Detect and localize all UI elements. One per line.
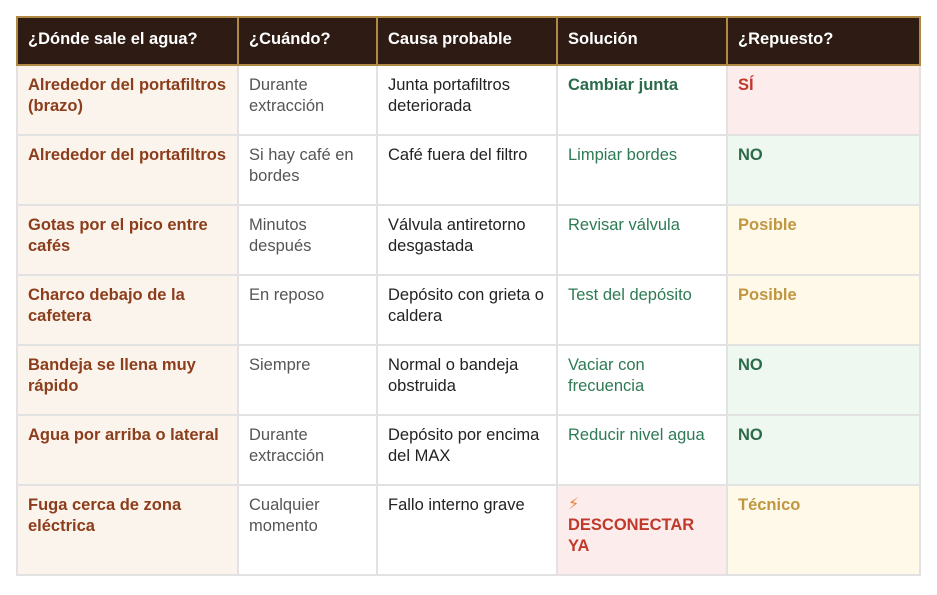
cell-when: Minutos después	[238, 205, 377, 275]
table-row	[17, 345, 920, 415]
cell-spare: Posible	[727, 205, 920, 275]
cell-when: Durante extracción	[238, 65, 377, 135]
cell-spare: Posible	[727, 275, 920, 345]
cell-when: En reposo	[238, 275, 377, 345]
cell-spare: NO	[727, 415, 920, 485]
cell-cause: Válvula antiretorno desgastada	[377, 205, 557, 275]
table-header	[17, 17, 920, 65]
header-where: ¿Dónde sale el agua?	[17, 17, 238, 65]
cell-spare: SÍ	[727, 65, 920, 135]
cell-cause: Normal o bandeja obstruida	[377, 345, 557, 415]
cell-when: Si hay café en bordes	[238, 135, 377, 205]
header-row	[17, 17, 920, 65]
table-row	[17, 415, 920, 485]
cell-spare: Técnico	[727, 485, 920, 575]
cell-where: Fuga cerca de zona eléctrica	[17, 485, 238, 575]
cell-spare: NO	[727, 135, 920, 205]
cell-cause: Junta portafiltros deteriorada	[377, 65, 557, 135]
leak-diagnosis-table	[16, 16, 921, 576]
header-cause: Causa probable	[377, 17, 557, 65]
cell-where: Charco debajo de la cafetera	[17, 275, 238, 345]
cell-where: Alrededor del portafiltros (brazo)	[17, 65, 238, 135]
cell-solution	[557, 485, 727, 575]
cell-when: Durante extracción	[238, 415, 377, 485]
cell-when: Cualquier momento	[238, 485, 377, 575]
cell-when: Siempre	[238, 345, 377, 415]
solution-warning-text: DESCONECTAR YA	[568, 516, 695, 555]
table-row	[17, 65, 920, 135]
cell-cause: Depósito por encima del MAX	[377, 415, 557, 485]
lightning-icon: ⚡	[568, 496, 580, 513]
cell-solution: Reducir nivel agua	[557, 415, 727, 485]
header-spare: ¿Repuesto?	[727, 17, 920, 65]
table-row	[17, 275, 920, 345]
cell-solution: Revisar válvula	[557, 205, 727, 275]
table-body	[17, 65, 920, 575]
cell-solution: Limpiar bordes	[557, 135, 727, 205]
table-row	[17, 485, 920, 575]
table-row	[17, 135, 920, 205]
cell-spare: NO	[727, 345, 920, 415]
cell-solution: Test del depósito	[557, 275, 727, 345]
cell-solution: Cambiar junta	[557, 65, 727, 135]
cell-solution: Vaciar con frecuencia	[557, 345, 727, 415]
cell-where: Bandeja se llena muy rápido	[17, 345, 238, 415]
cell-where: Alrededor del portafiltros	[17, 135, 238, 205]
header-solution: Solución	[557, 17, 727, 65]
header-when: ¿Cuándo?	[238, 17, 377, 65]
cell-where: Gotas por el pico entre cafés	[17, 205, 238, 275]
cell-cause: Café fuera del filtro	[377, 135, 557, 205]
cell-cause: Depósito con grieta o caldera	[377, 275, 557, 345]
table-row	[17, 205, 920, 275]
cell-where: Agua por arriba o lateral	[17, 415, 238, 485]
cell-cause: Fallo interno grave	[377, 485, 557, 575]
